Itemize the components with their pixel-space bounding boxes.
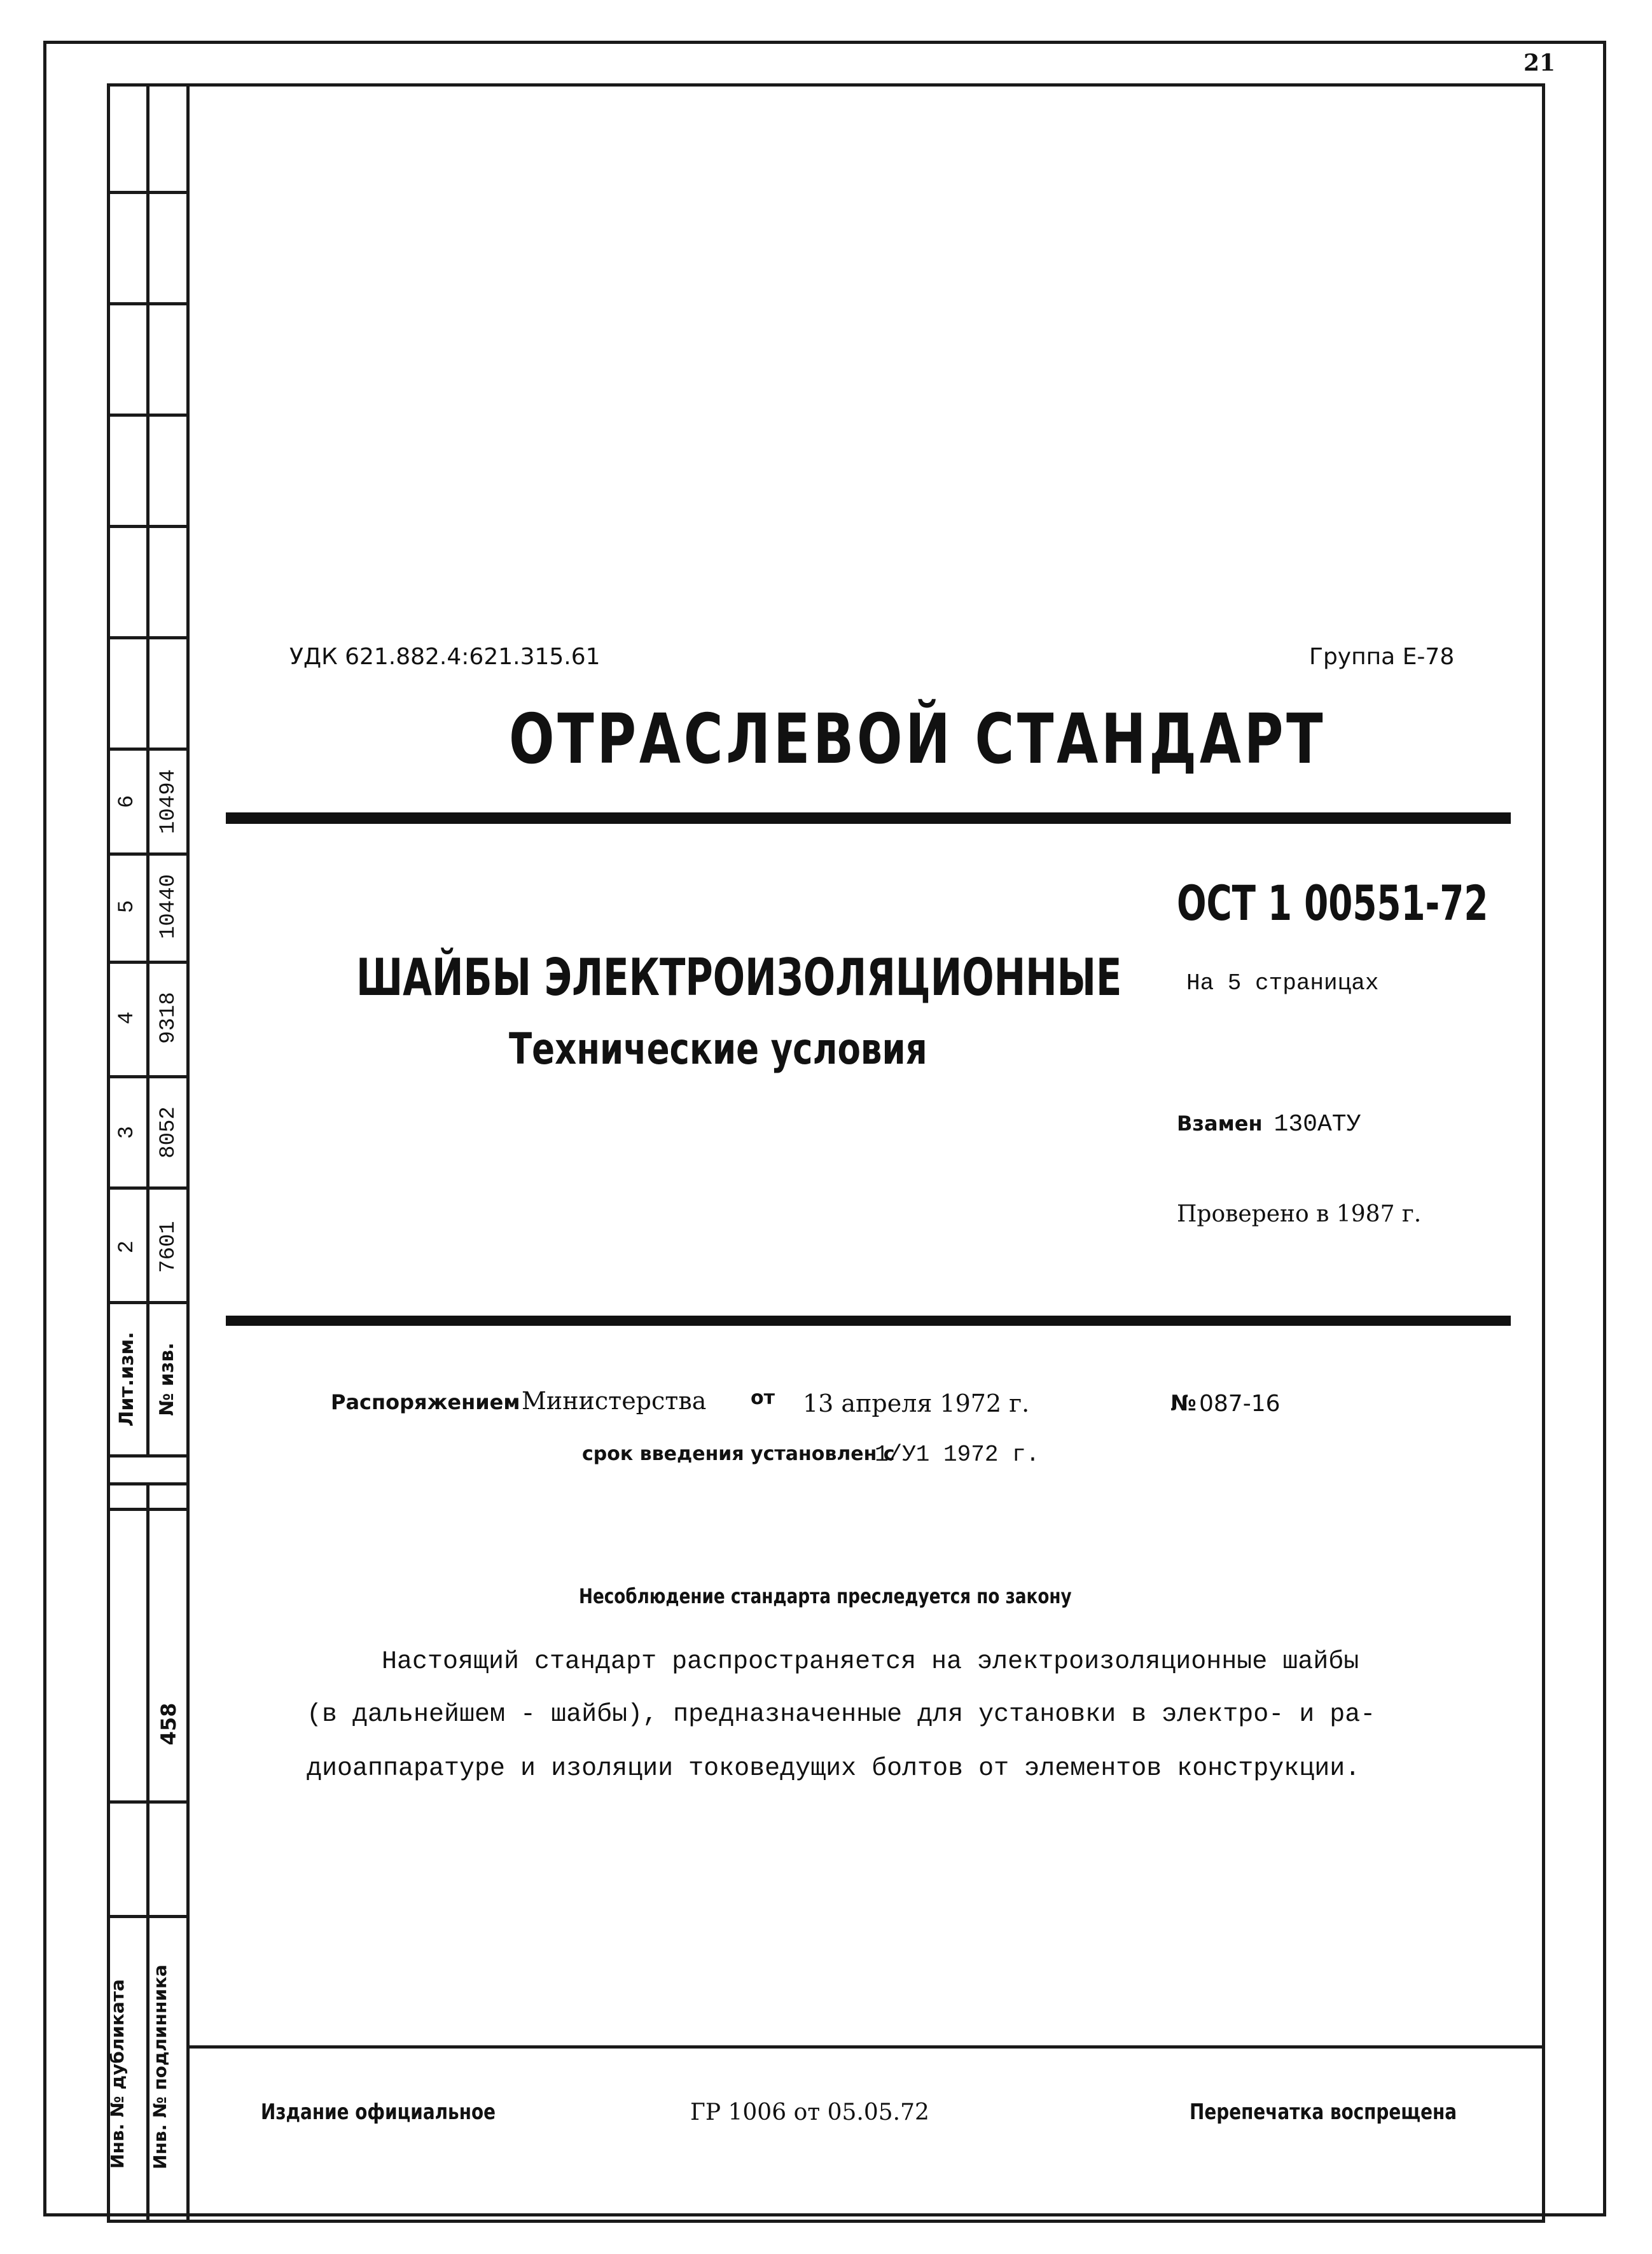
replaces (1177, 1111, 1361, 1138)
product-subtitle: Технические условия (509, 1024, 927, 1075)
order-ministry: Министерства (522, 1387, 707, 1415)
footer-divider (186, 2045, 1545, 2049)
order-number: 087-16 (1199, 1391, 1281, 1417)
footer-reprint: Перепечатка воспрещена (1190, 2099, 1457, 2125)
page-number: 21 (1524, 50, 1556, 76)
footer-registration: ГР 1006 от 05.05.72 (690, 2099, 929, 2125)
izv-value-10440: 10440 (156, 873, 181, 940)
lit-value-2: 2 (115, 1240, 139, 1254)
side-row-line (107, 636, 190, 639)
bottom-thick-rule (226, 1316, 1511, 1326)
top-thick-rule (226, 812, 1511, 824)
side-row-line (107, 414, 190, 417)
product-title: ШАЙБЫ ЭЛЕКТРОИЗОЛЯЦИОННЫЕ (356, 948, 1122, 1007)
side-row-line (107, 1800, 190, 1804)
udk: УДК 621.882.4:621.315.61 (289, 644, 600, 670)
side-row-line (107, 1186, 190, 1190)
content-frame (186, 83, 1545, 2223)
body-line-1: Настоящий стандарт распространяется на электроизоляционные шайбы (382, 1648, 1359, 1676)
order-label: Распоряжением (331, 1390, 520, 1414)
replaces-value: 130АТУ (1274, 1111, 1361, 1138)
lit-value-5: 5 (115, 900, 139, 914)
side-row-line (107, 302, 190, 305)
side-cut-top (107, 1454, 190, 1457)
izv-value-7601: 7601 (156, 1221, 181, 1273)
side-row-line (107, 1915, 190, 1918)
lit-value-6: 6 (115, 795, 139, 809)
lit-value-4: 4 (115, 1011, 139, 1025)
side-row-line (107, 191, 190, 194)
body-line-3: диоаппаратуре и изоляции токоведущих болтов от элементов конструкции. (307, 1755, 1361, 1783)
orig-value-458: 458 (156, 1702, 181, 1746)
side-row-line (107, 525, 190, 528)
side-cut-bottom (107, 1482, 190, 1485)
legal-notice: Несоблюдение стандарта преследуется по закону (579, 1584, 1072, 1608)
checked-note: Проверено в 1987 г. (1177, 1201, 1422, 1227)
izv-value-10494: 10494 (156, 769, 181, 835)
side-row-line (107, 1075, 190, 1078)
footer-edition: Издание официальное (261, 2099, 496, 2125)
lit-value-3: 3 (115, 1125, 139, 1139)
standard-code: ОСТ 1 00551-72 (1177, 875, 1489, 931)
group: Группа Е-78 (1309, 644, 1455, 670)
izv-value-8052: 8052 (156, 1106, 181, 1158)
header-title: ОТРАСЛЕВОЙ СТАНДАРТ (509, 700, 1326, 779)
orig-label: Инв. № подлинника (149, 1965, 170, 2169)
dup-label: Инв. № дубликата (107, 1979, 128, 2169)
side-row-line (107, 961, 190, 964)
effective-label: срок введения установлен с (582, 1443, 895, 1465)
replaces-label: Взамен (1177, 1111, 1263, 1136)
side-row-line (107, 1508, 190, 1511)
side-divider (146, 83, 149, 1454)
order-from: от (751, 1387, 775, 1409)
effective-value: 1/У1 1972 г. (875, 1442, 1040, 1468)
izv-value-9318: 9318 (156, 992, 181, 1044)
side-row-line (107, 1301, 190, 1304)
body-line-2: (в дальнейшем - шайбы), предназначенные для установки в электро- и ра- (307, 1701, 1376, 1729)
izv-label: № изв. (156, 1342, 178, 1416)
order-number-label: № (1170, 1391, 1197, 1416)
order-date: 13 апреля 1972 г. (803, 1389, 1030, 1417)
pages-note: На 5 страницах (1186, 970, 1379, 996)
lit-label: Лит.изм. (116, 1332, 138, 1427)
